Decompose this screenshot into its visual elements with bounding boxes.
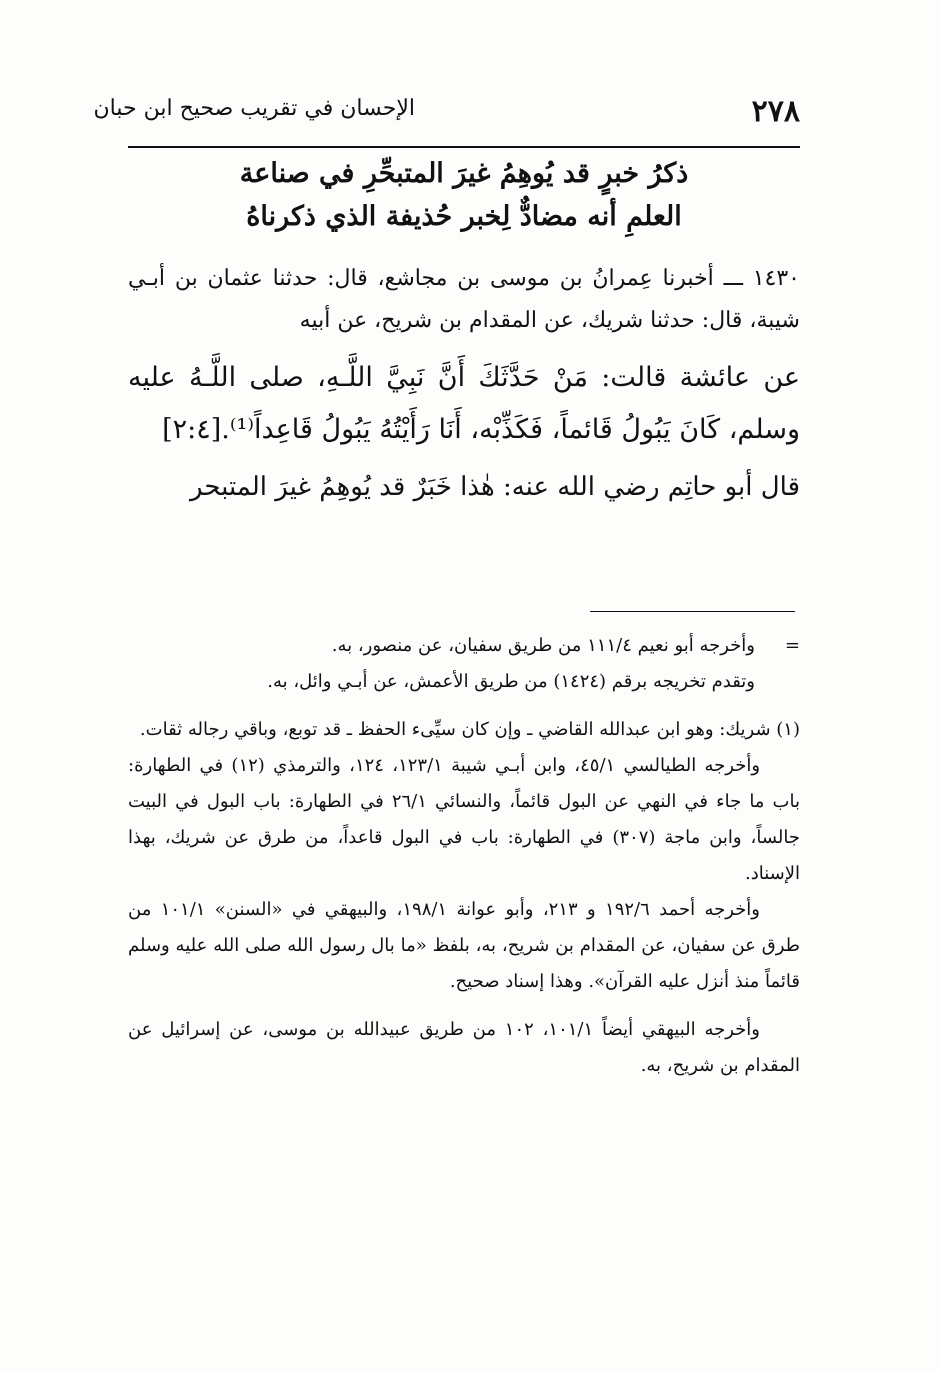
footnote-1-para-3: وأخرجه أحمد ١٩٢/٦ و ٢١٣، وأبو عوانة ١٩٨/١، والبيهقي في «السنن» ١٠١/١ من طرق عن سفيان، عن المقدام بن شريح، به، بلفظ «ما بال رسول الله صلى الله عليه وسلم قائماً منذ أنزل عليه القرآن». وهذا إسناد صحيح. — [128, 899, 800, 992]
continuation-marker: = — [784, 635, 800, 656]
page-header — [93, 88, 800, 129]
chapter-heading-line-1: ذكرُ خبرٍ قد يُوهِمُ غيرَ المتبحِّرِ في صناعة — [239, 158, 689, 189]
continuation-text-2: وتقدم تخريجه برقم (١٤٢٤) من طريق الأعمش، عن أبـي وائل، به. — [267, 671, 755, 692]
continuation-text-1: وأخرجه أبو نعيم ١١١/٤ من طريق سفيان، عن منصور، به. — [331, 635, 755, 656]
chapter-heading — [128, 152, 800, 238]
footnote-separator — [590, 611, 795, 612]
running-title: الإحسان في تقريب صحيح ابن حبان — [93, 96, 415, 121]
header-rule — [128, 146, 800, 148]
hadith-isnad: ١٤٣٠ ـــ أخبرنا عِمرانُ بن موسى بن مجاشع، قال: حدثنا عثمان بن أبـي شيبة، قال: حدثنا شريك، عن المقدام بن شريح، عن أبيه — [128, 266, 800, 333]
footnotes — [128, 628, 800, 1084]
footnote-1-para-2: وأخرجه الطيالسي ٤٥/١، وابن أبـي شيبة ١٢٣/١، ١٢٤، والترمذي (١٢) في الطهارة: باب ما جاء في النهي عن البول قائماً، والنسائي ٢٦/١ في الطهارة: باب البول في البيت جالساً، وابن ماجة (٣٠٧) في الطهارة: باب في البول قاعداً، من طرق عن شريك، بهذا الإسناد. — [128, 755, 800, 884]
footnote-1-para-1: (١) شريك: وهو ابن عبدالله القاضي ـ وإن كان سيِّىء الحفظ ـ قد توبع، وباقي رجاله ثقات. — [139, 719, 800, 740]
chapter-heading-line-2: العلمِ أنه مضادٌّ لِخبر حُذيفة الذي ذكرناهُ — [246, 201, 682, 232]
footnote-continuation-line-2 — [128, 664, 800, 700]
hadith-comment: قال أبو حاتِم رضي الله عنه: هٰذا خَبَرٌ قد يُوهِمُ غيرَ المتبحر — [189, 472, 800, 502]
footnote-1-para-4: وأخرجه البيهقي أيضاً ١٠١/١، ١٠٢ من طريق عبيدالله بن موسى، عن إسرائيل عن المقدام بن شريح، به. — [128, 1019, 800, 1076]
hadith-body — [128, 258, 800, 510]
page-number: ٢٧٨ — [751, 94, 800, 129]
footnote-continuation-line-1 — [128, 628, 800, 664]
hadith-matn: عن عائشة قالت: مَنْ حَدَّثَكَ أَنَّ نَبِيَّ اللَّـهِ، صلى اللَّـهُ عليه وسلم، كَانَ يَبُولُ قَائماً، فَكَذِّبْه، أَنَا رَأَيْتُهُ يَبُولُ قَاعِداً⁽¹⁾.[٢:٤] — [128, 362, 801, 445]
